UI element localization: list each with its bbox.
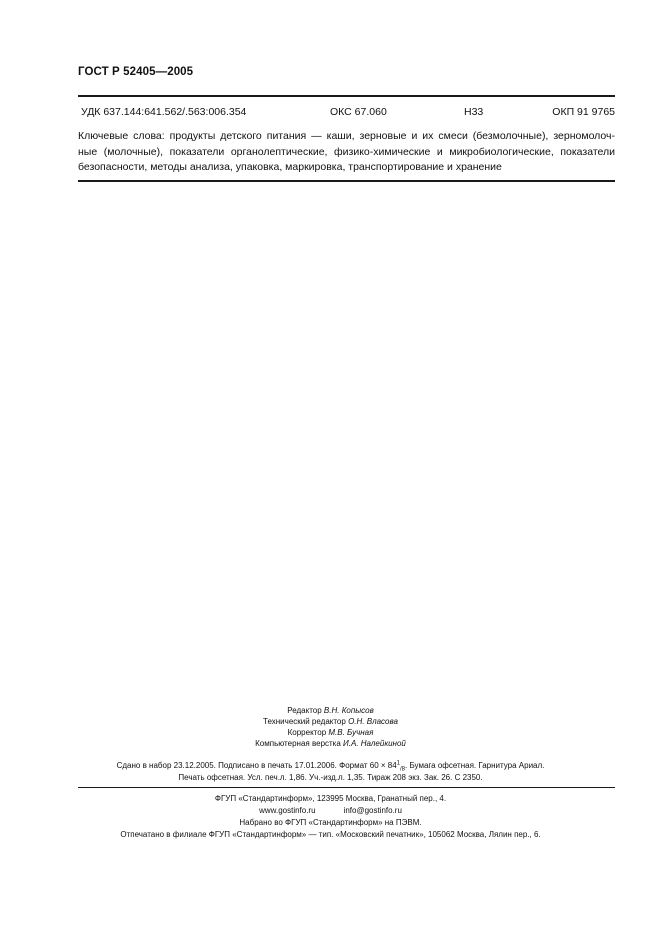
printing-text: Сдано в набор 23.12.2005. Подписано в печать 17.01.2006. Формат 60 × 84 [116, 761, 397, 770]
oks-code: ОКС 67.060 [330, 106, 387, 118]
keywords-line: Ключевые слова: продукты детского питания — каши, зерновые и их смеси (безмолочные), зерномолоч- [78, 130, 615, 142]
printing-line-2: Печать офсетная. Усл. печ.л. 1,86. Уч.-изд.л. 1,35. Тираж 208 экз. Зак. 26. С 2350. [178, 773, 483, 782]
credit-layout [0, 738, 661, 749]
credit-role: Редактор [287, 706, 322, 715]
keywords-line: ные (молочные), показатели органолептические, физико-химические и микробиологические, показатели [78, 145, 615, 158]
group-code: Н33 [464, 106, 484, 118]
top-divider [78, 95, 615, 97]
keywords-divider [78, 180, 615, 182]
credit-name: О.Н. Власова [348, 717, 398, 726]
publisher-contacts [0, 805, 661, 817]
credit-role: Корректор [287, 728, 327, 737]
credit-proofreader [0, 727, 661, 738]
credit-editor [0, 705, 661, 716]
format-sub: /8 [400, 766, 406, 773]
credits-block [0, 705, 661, 749]
email-link[interactable]: info@gostinfo.ru [343, 806, 402, 815]
credit-role: Технический редактор [263, 717, 346, 726]
printed-note: Отпечатано в филиале ФГУП «Стандартинформ» — тип. «Московский печатник», 105062 Москва, Лялин пер., 6. [120, 830, 541, 839]
printing-info [0, 760, 661, 784]
format-sup: 1 [396, 760, 401, 767]
keywords-paragraph [78, 129, 615, 176]
credit-name: И.А. Налейкиной [343, 739, 406, 748]
credit-role: Компьютерная верстка [255, 739, 341, 748]
publisher-info [0, 793, 661, 841]
publisher-address: ФГУП «Стандартинформ», 123995 Москва, Гранатный пер., 4. [214, 794, 447, 803]
credit-name: В.Н. Копысов [323, 706, 374, 715]
credit-tech-editor [0, 716, 661, 727]
classification-row [81, 106, 615, 120]
printing-text: . Бумага офсетная. Гарнитура Ариал. [405, 761, 545, 770]
keywords-line: безопасности, методы анализа, упаковка, маркировка, транспортирование и хранение [78, 161, 502, 173]
website-link[interactable]: www.gostinfo.ru [259, 806, 316, 815]
publisher-divider [78, 787, 615, 788]
udk-code: УДК 637.144:641.562/.563:006.354 [81, 106, 247, 118]
typeset-note: Набрано во ФГУП «Стандартинформ» на ПЭВМ. [239, 818, 422, 827]
credit-name: М.В. Бучная [328, 728, 374, 737]
document-code: ГОСТ Р 52405—2005 [78, 66, 194, 78]
printing-line-1 [0, 760, 661, 772]
okp-code: ОКП 91 9765 [552, 106, 615, 118]
